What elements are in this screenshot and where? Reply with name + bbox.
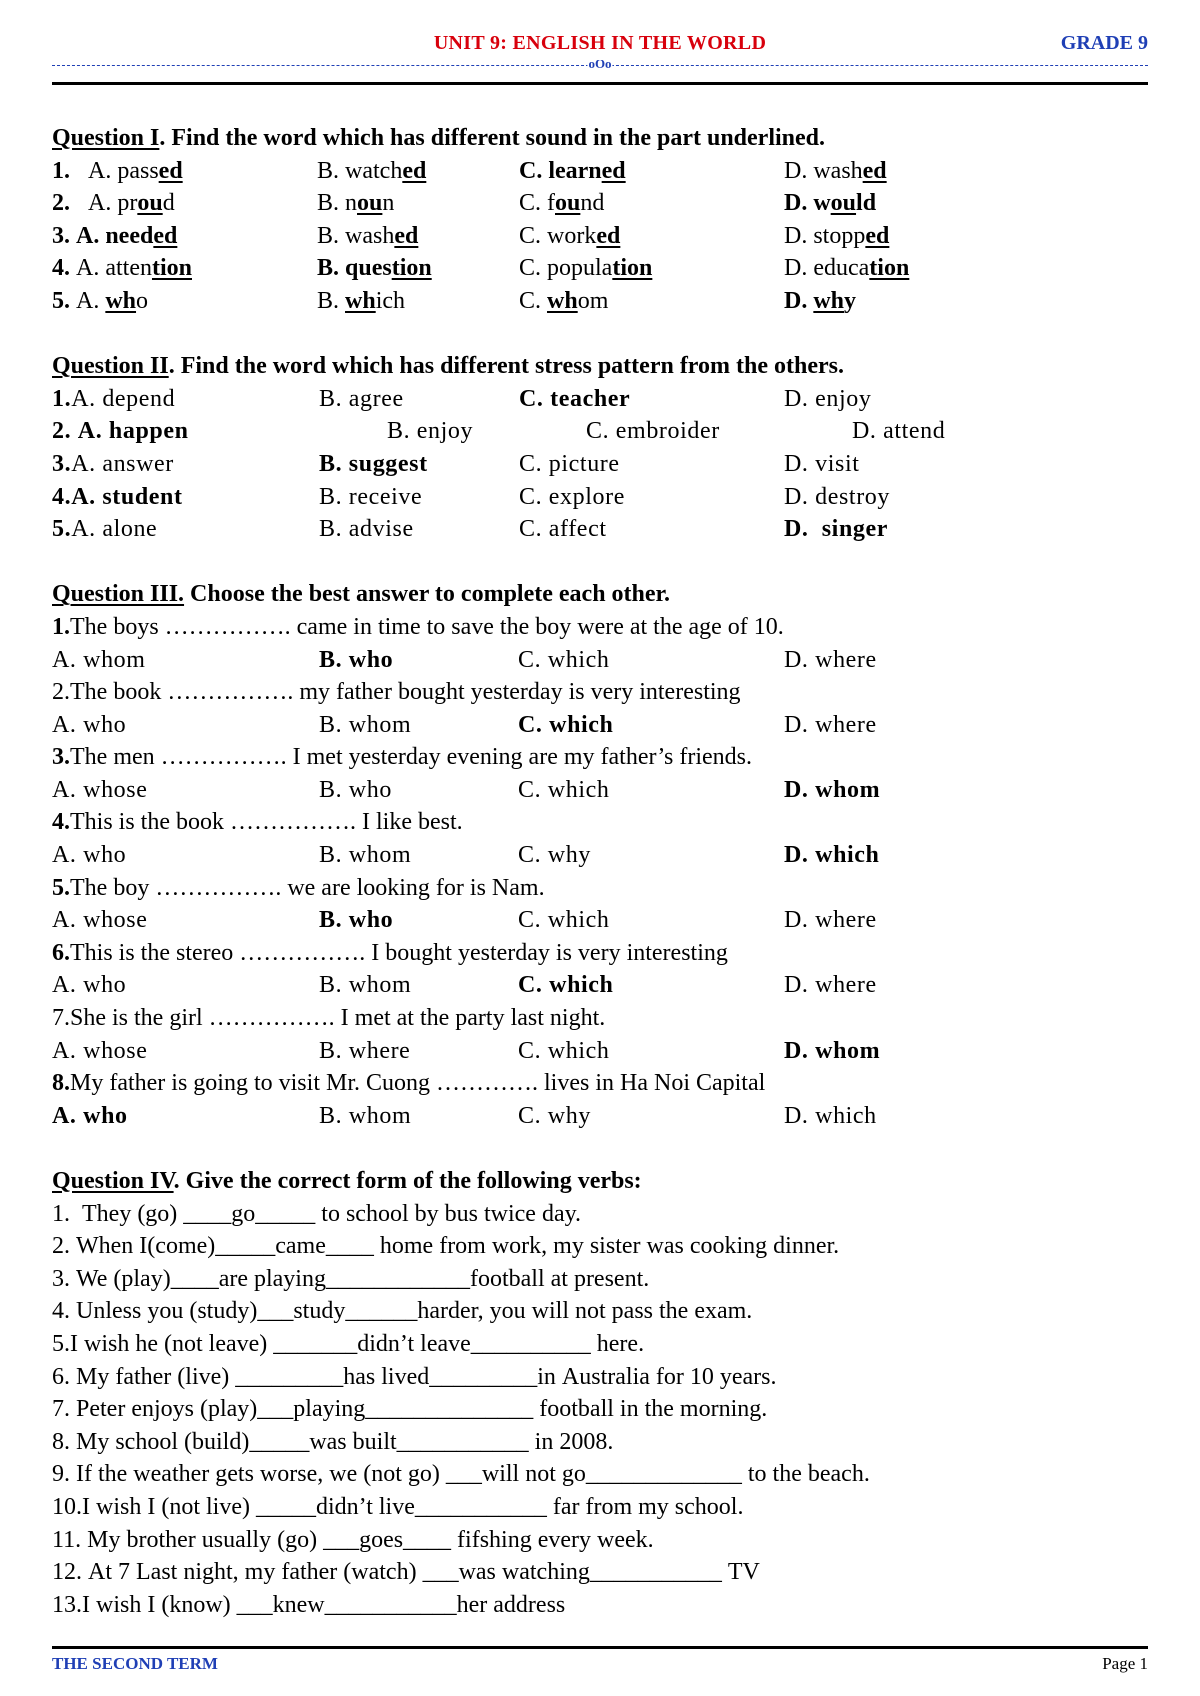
q3-stem — [52, 1002, 1148, 1035]
q1-underlined-part: wh — [813, 287, 845, 314]
q2-option-text: C. picture — [519, 450, 620, 477]
q1-underlined-part: ed — [153, 222, 178, 249]
q2-instruction: . Find the word which has different stress pattern from the others. — [168, 353, 844, 380]
q3-number: 1. — [52, 613, 70, 640]
q2-option-text: C. affect — [519, 516, 607, 543]
q1-option-text: B. n — [317, 190, 358, 217]
q3-stem-text: The boys ……………. came in time to save the boy were at the age of 10. — [70, 613, 784, 640]
q3-option: D. whom — [784, 1037, 881, 1064]
q3-stem — [52, 676, 1148, 709]
q2-option — [52, 383, 175, 416]
q2-option — [784, 383, 871, 416]
q1-underlined-part: wh — [547, 287, 578, 314]
q1-rows — [52, 155, 1148, 318]
q2-option — [586, 415, 720, 448]
q3-stem-text: This is the stereo ……………. I bought yesterday is very interesting — [70, 939, 728, 966]
q1-option — [519, 155, 626, 188]
q3-option: C. which — [518, 1037, 610, 1064]
q1-option — [784, 220, 889, 253]
q3-option: B. whom — [319, 842, 412, 869]
q4-item: 7. Peter enjoys (play)___playing______________ football in the morning. — [52, 1396, 768, 1423]
q2-option-text: D. visit — [784, 450, 860, 477]
q4-item: 9. If the weather gets worse, we (not go) ___will not go_____________ to the beach. — [52, 1461, 870, 1488]
q1-option-text: B. — [317, 287, 346, 314]
q3-stem — [52, 741, 1148, 774]
q3-option: B. whom — [319, 1102, 412, 1129]
q1-option — [52, 155, 183, 188]
q3-option: B. who — [319, 646, 394, 673]
q3-options — [52, 1035, 1148, 1068]
q1-row — [52, 155, 1148, 188]
q3-option: C. which — [518, 776, 610, 803]
q4-item: 1. They (go) ____go_____ to school by bus twice day. — [52, 1200, 582, 1227]
q3-option: D. where — [784, 972, 877, 999]
q3-option: C. which — [518, 646, 610, 673]
q2-row — [52, 448, 1148, 481]
q2-option — [52, 448, 174, 481]
q1-number: 1. — [52, 157, 70, 184]
q2-option-text: D. destroy — [784, 483, 890, 510]
q2-option — [519, 481, 625, 514]
q3-option: B. whom — [319, 972, 412, 999]
q1-option-rest: ich — [375, 287, 406, 314]
q1-option — [784, 285, 856, 318]
q3-instruction: Choose the best answer to complete each other. — [184, 581, 670, 608]
q1-number: 2. — [52, 190, 70, 217]
q2-option — [519, 513, 607, 546]
header-rule — [52, 82, 1148, 85]
q2-option — [387, 415, 473, 448]
q3-number: 5. — [52, 874, 70, 901]
q1-option — [519, 187, 604, 220]
q2-option-text: B. agree — [319, 385, 404, 412]
q1-option-text: D. w — [784, 190, 831, 217]
header-divider — [52, 60, 1148, 70]
q3-option: C. which — [518, 907, 610, 934]
q4-lines — [52, 1198, 1148, 1622]
q2-option-text: A. answer — [71, 450, 174, 477]
q1-row — [52, 220, 1148, 253]
q3-option: A. who — [52, 972, 127, 999]
q1-option — [317, 187, 394, 220]
q2-number: 1. — [52, 385, 72, 412]
q1-row — [52, 187, 1148, 220]
q2-option-text: B. receive — [319, 483, 423, 510]
q4-item: 2. When I(come)_____came____ home from work, my sister was cooking dinner. — [52, 1233, 840, 1260]
q3-number: 3. — [52, 744, 70, 771]
q4-item: 12. At 7 Last night, my father (watch) ___was watching___________ TV — [52, 1559, 760, 1586]
q3-option: B. who — [319, 776, 392, 803]
q1-underlined-part: ed — [862, 157, 887, 184]
q3-option: B. whom — [319, 711, 412, 738]
q1-option — [52, 285, 148, 318]
worksheet-body — [52, 122, 1148, 1621]
q2-option — [784, 448, 859, 481]
q3-label: Question III. — [52, 581, 185, 608]
q4-item: 11. My brother usually (go) ___goes____ fifshing every week. — [52, 1526, 654, 1553]
q1-option-text: C. work — [519, 222, 597, 249]
footer-term: THE SECOND TERM — [52, 1654, 218, 1673]
q2-option-text: D. attend — [852, 418, 946, 445]
q1-underlined-part: ed — [601, 157, 626, 184]
q3-number: 4. — [52, 809, 70, 836]
q1-option — [317, 220, 418, 253]
q3-option: B. who — [319, 907, 394, 934]
q1-option — [52, 252, 192, 285]
q1-number: 5. — [52, 287, 70, 314]
q1-option-text: D. — [784, 287, 814, 314]
q1-option-text: D. educa — [784, 255, 870, 282]
q3-option: A. whose — [52, 1037, 148, 1064]
q3-option: C. why — [518, 1102, 591, 1129]
q3-stem-text: My father is going to visit Mr. Cuong …………. lives in Ha Noi Capital — [70, 1070, 766, 1097]
q3-options — [52, 1100, 1148, 1133]
q1-underlined-part: ed — [158, 157, 183, 184]
q3-option: A. whose — [52, 907, 148, 934]
q4-label: Question IV — [52, 1168, 174, 1194]
q1-label: Question I — [52, 125, 160, 151]
q1-option-text: A. pr — [70, 190, 138, 217]
q3-number: 6. — [52, 939, 70, 966]
q1-underlined-part: ed — [865, 222, 890, 249]
q1-option — [52, 220, 177, 253]
q1-underlined-part: ed — [394, 222, 419, 249]
q3-stem — [52, 806, 1148, 839]
q2-heading — [52, 350, 1148, 383]
q2-option — [784, 481, 890, 514]
q2-option-text: C. embroider — [586, 418, 720, 445]
q1-option — [317, 252, 432, 285]
q2-option — [784, 513, 888, 546]
q2-row — [52, 415, 1148, 448]
q3-options — [52, 644, 1148, 677]
q2-option-text: B. advise — [319, 516, 414, 543]
q3-stem — [52, 937, 1148, 970]
q1-option-text: B. ques — [317, 255, 392, 282]
q1-option-rest: om — [577, 287, 609, 314]
q1-option — [52, 187, 175, 220]
q1-option-text: B. watch — [317, 157, 403, 184]
q4-item: 6. My father (live) _________has lived_________in Australia for 10 years. — [52, 1363, 777, 1390]
q3-stem-text: The book ……………. my father bought yesterday is very interesting — [70, 679, 741, 706]
q1-underlined-part: ou — [830, 190, 857, 217]
q1-heading — [52, 122, 1148, 155]
q1-underlined-part: tion — [151, 255, 192, 282]
q1-underlined-part: tion — [869, 255, 910, 282]
q2-option-text: A. student — [71, 483, 183, 510]
q4-item: 3. We (play)____are playing____________football at present. — [52, 1265, 650, 1292]
q3-option: D. which — [784, 1102, 877, 1129]
footer-rule — [52, 1646, 1148, 1649]
q2-option-text: B. suggest — [319, 450, 428, 477]
q3-heading — [52, 578, 1148, 611]
q1-number: 4. — [52, 255, 70, 282]
q2-option — [319, 513, 414, 546]
q1-instruction: . Find the word which has different sound in the part underlined. — [159, 125, 826, 151]
q2-row — [52, 383, 1148, 416]
q3-stem — [52, 611, 1148, 644]
q1-option — [519, 220, 620, 253]
q2-option-text: C. teacher — [519, 385, 631, 412]
q3-option: D. where — [784, 711, 877, 738]
q2-option — [319, 448, 428, 481]
q1-underlined-part: ed — [596, 222, 621, 249]
q3-stem-text: The men ……………. I met yesterday evening are my father’s friends. — [70, 744, 753, 771]
q3-options — [52, 839, 1148, 872]
q2-option — [319, 383, 404, 416]
q3-options — [52, 904, 1148, 937]
q2-option-text: D. singer — [784, 516, 888, 543]
q2-option-text: A. alone — [71, 516, 158, 543]
q4-item: 8. My school (build)_____was built___________ in 2008. — [52, 1428, 614, 1455]
q1-option — [784, 155, 887, 188]
page-number: Page 1 — [1102, 1654, 1148, 1673]
q2-rows — [52, 383, 1148, 546]
q3-option: D. whom — [784, 776, 881, 803]
q3-options — [52, 969, 1148, 1002]
q1-option-text: D. wash — [784, 157, 863, 184]
q1-option-text: A. pass — [70, 157, 159, 184]
q1-option-text: C. f — [519, 190, 555, 217]
q1-option-rest: o — [136, 287, 149, 314]
q2-option — [519, 448, 620, 481]
q1-number: 3. — [52, 222, 70, 249]
q3-option: A. who — [52, 1102, 128, 1129]
q3-option: C. which — [518, 972, 614, 999]
q1-option-text: D. stopp — [784, 222, 866, 249]
q3-option: A. who — [52, 842, 127, 869]
grade-label: GRADE 9 — [1060, 32, 1148, 54]
q3-option: D. which — [784, 842, 880, 869]
q2-number: 3. — [52, 450, 72, 477]
divider-mark: oOo — [588, 60, 612, 70]
q3-items — [52, 611, 1148, 1133]
q3-option: D. where — [784, 646, 877, 673]
q4-item: 13.I wish I (know) ___knew___________her address — [52, 1591, 566, 1618]
q3-number: 7. — [52, 1005, 70, 1032]
q1-row — [52, 285, 1148, 318]
q3-stem-text: The boy ……………. we are looking for is Nam. — [70, 874, 545, 901]
q2-option-text: A. depend — [71, 385, 176, 412]
q1-option — [519, 285, 608, 318]
q1-option-rest: d — [162, 190, 175, 217]
q1-option — [317, 155, 426, 188]
unit-title: UNIT 9: ENGLISH IN THE WORLD — [433, 32, 767, 54]
q1-option-text: C. popula — [519, 255, 613, 282]
q2-option — [852, 415, 945, 448]
q1-option-text: C. — [519, 287, 548, 314]
q1-underlined-part: wh — [105, 287, 137, 314]
q1-underlined-part: ou — [555, 190, 581, 217]
q2-label: Question II — [52, 353, 169, 380]
q1-underlined-part: ou — [137, 190, 163, 217]
q3-number: 2. — [52, 679, 70, 706]
q3-options — [52, 774, 1148, 807]
q2-option-text: D. enjoy — [784, 385, 872, 412]
q1-option-text: C. learn — [519, 157, 602, 184]
q3-option: A. whose — [52, 776, 148, 803]
q2-option — [519, 383, 630, 416]
q1-option — [519, 252, 652, 285]
q1-option-rest: ld — [856, 190, 877, 217]
q1-underlined-part: ed — [402, 157, 427, 184]
q2-row — [52, 513, 1148, 546]
q1-row — [52, 252, 1148, 285]
q2-option-text: C. explore — [519, 483, 625, 510]
q3-stem — [52, 872, 1148, 905]
q3-option: C. why — [518, 842, 591, 869]
q3-option: B. where — [319, 1037, 411, 1064]
q1-option-text: A. atten — [70, 255, 152, 282]
q4-instruction: . Give the correct form of the following verbs: — [173, 1168, 642, 1194]
q1-option-rest: y — [844, 287, 857, 314]
q1-option-text: A. — [70, 287, 106, 314]
q4-item: 4. Unless you (study)___study______harder, you will not pass the exam. — [52, 1298, 753, 1325]
q1-option-rest: nd — [580, 190, 605, 217]
q2-number: 4. — [52, 483, 72, 510]
q4-heading — [52, 1165, 1148, 1198]
q1-underlined-part: ou — [357, 190, 383, 217]
q2-option — [52, 481, 183, 514]
q4-item: 10.I wish I (not live) _____didn’t live___________ far from my school. — [52, 1493, 744, 1520]
q1-option-text: A. need — [70, 222, 154, 249]
q3-number: 8. — [52, 1070, 70, 1097]
q2-option — [52, 513, 157, 546]
q2-number: 5. — [52, 516, 72, 543]
q3-option: D. where — [784, 907, 877, 934]
q1-option — [784, 187, 876, 220]
q2-row — [52, 481, 1148, 514]
q2-option-text: A. happen — [71, 418, 189, 445]
q4-item: 5.I wish he (not leave) _______didn’t leave__________ here. — [52, 1330, 645, 1357]
q3-option: A. who — [52, 711, 127, 738]
q2-option — [52, 415, 189, 448]
q1-option-text: B. wash — [317, 222, 395, 249]
q3-stem-text: This is the book ……………. I like best. — [70, 809, 463, 836]
q1-underlined-part: wh — [345, 287, 376, 314]
q2-option-text: B. enjoy — [387, 418, 474, 445]
q1-underlined-part: tion — [612, 255, 653, 282]
q1-option — [317, 285, 405, 318]
q1-option — [784, 252, 909, 285]
q2-option — [319, 481, 422, 514]
q3-option: A. whom — [52, 646, 146, 673]
q3-stem-text: She is the girl ……………. I met at the party last night. — [70, 1005, 606, 1032]
q3-stem — [52, 1067, 1148, 1100]
q1-option-rest: n — [382, 190, 395, 217]
q1-underlined-part: tion — [391, 255, 432, 282]
q2-number: 2. — [52, 418, 72, 445]
q3-option: C. which — [518, 711, 614, 738]
q3-options — [52, 709, 1148, 742]
